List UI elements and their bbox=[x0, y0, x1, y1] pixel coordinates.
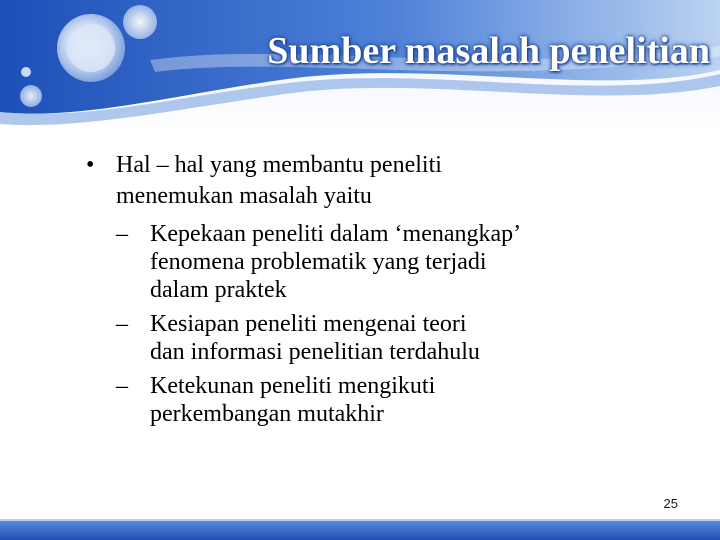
bullet-marker: • bbox=[86, 152, 95, 178]
sub-bullet-line: perkembangan mutakhir bbox=[150, 401, 384, 427]
sub-bullet-marker: – bbox=[116, 373, 128, 399]
slide-body bbox=[86, 150, 646, 434]
bullet-line: menemukan masalah yaitu bbox=[116, 183, 372, 209]
sub-bullet-line: fenomena problematik yang terjadi bbox=[150, 249, 487, 275]
sub-bullet-marker: – bbox=[116, 311, 128, 337]
header-orb-small bbox=[20, 85, 42, 107]
sub-bullet-marker: – bbox=[116, 221, 128, 247]
sub-bullet-line: dan informasi penelitian terdahulu bbox=[150, 339, 480, 365]
sub-bullet-item bbox=[86, 220, 646, 304]
bullet-line: Hal – hal yang membantu peneliti bbox=[116, 152, 442, 178]
sub-bullet-line: dalam praktek bbox=[150, 277, 287, 303]
sub-bullet-item bbox=[86, 310, 646, 366]
sub-bullet-item bbox=[86, 372, 646, 428]
bullet-item bbox=[86, 150, 646, 212]
sub-bullet-line: Kepekaan peneliti dalam ‘menangkap’ bbox=[150, 221, 522, 247]
slide-title: Sumber masalah penelitian bbox=[267, 30, 710, 72]
sub-bullet-line: Kesiapan peneliti mengenai teori bbox=[150, 311, 467, 337]
sub-bullet-line: Ketekunan peneliti mengikuti bbox=[150, 373, 436, 399]
footer-bar bbox=[0, 519, 720, 540]
page-number: 25 bbox=[663, 496, 678, 511]
